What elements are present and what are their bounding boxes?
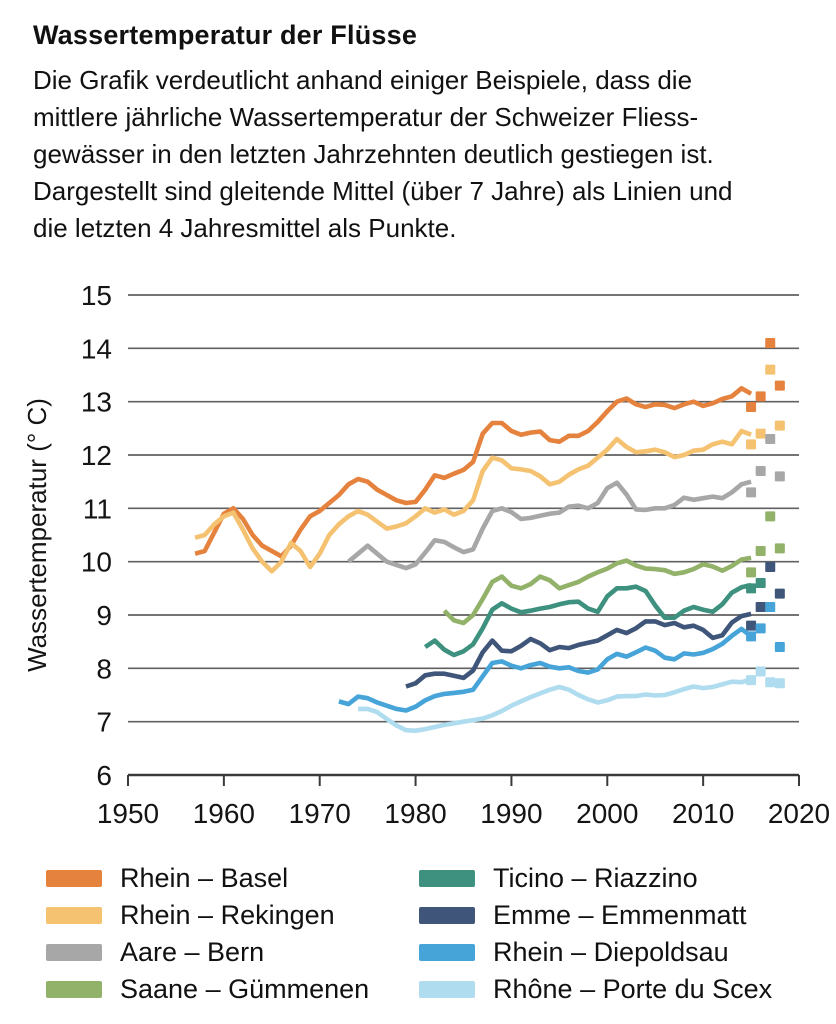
y-tick-label-10: 10 <box>80 546 112 578</box>
dot-ticino-riazzino-2015 <box>746 583 756 593</box>
legend-item-ticino-riazzino <box>419 863 816 894</box>
y-tick-label-8: 8 <box>96 653 112 685</box>
dot-saane-guemmenen-2015 <box>746 567 756 577</box>
dot-rhein-basel-2016 <box>756 391 766 401</box>
chart-legend <box>46 860 816 1008</box>
x-tick-label-1990: 1990 <box>480 798 543 829</box>
legend-label-rhein-rekingen: Rhein – Rekingen <box>120 900 335 930</box>
series-line-aare-bern <box>349 482 752 568</box>
y-tick-label-12: 12 <box>80 440 112 471</box>
dot-aare-bern-2016 <box>756 466 766 476</box>
legend-label-rhein-diepoldsau: Rhein – Diepoldsau <box>493 937 729 967</box>
dot-rhein-diepoldsau-2016 <box>756 623 766 633</box>
series-line-emme-emmenmatt <box>406 614 751 687</box>
legend-item-emme-emmenmatt <box>419 900 816 931</box>
x-tick-label-1970: 1970 <box>288 798 351 829</box>
dot-rhein-diepoldsau-2018 <box>775 642 785 652</box>
dot-rhone-porte-du-scex-2016 <box>756 667 766 677</box>
dot-rhone-porte-du-scex-2017 <box>765 677 775 687</box>
dot-aare-bern-2017 <box>765 434 775 444</box>
legend-label-ticino-riazzino: Ticino – Riazzino <box>493 863 698 893</box>
dot-emme-emmenmatt-2015 <box>746 621 756 631</box>
legend-swatch-rhone-porte-du-scex <box>419 981 475 998</box>
y-tick-label-11: 11 <box>82 493 112 525</box>
legend-item-aare-bern <box>46 937 419 968</box>
page-title: Wassertemperatur der Flüsse <box>33 20 418 50</box>
x-tick-label-1980: 1980 <box>384 798 447 829</box>
dot-rhein-diepoldsau-2015 <box>746 631 756 641</box>
y-tick-label-13: 13 <box>80 386 112 418</box>
y-tick-label-7: 7 <box>96 706 112 738</box>
x-tick-label-2010: 2010 <box>671 798 735 829</box>
legend-item-rhein-diepoldsau <box>419 937 816 968</box>
legend-item-rhein-rekingen <box>46 900 419 931</box>
dot-aare-bern-2018 <box>775 471 785 481</box>
x-tick-label-2000: 2000 <box>576 798 639 829</box>
x-tick-label-2020: 2020 <box>767 798 831 829</box>
legend-swatch-emme-emmenmatt <box>419 907 475 924</box>
dot-rhone-porte-du-scex-2015 <box>746 675 756 685</box>
legend-swatch-rhein-diepoldsau <box>419 944 475 961</box>
y-axis-title: Wassertemperatur (° C) <box>22 398 52 672</box>
dot-emme-emmenmatt-2018 <box>775 589 785 599</box>
dot-emme-emmenmatt-2017 <box>765 562 775 572</box>
legend-swatch-aare-bern <box>46 944 102 961</box>
dot-ticino-riazzino-2016 <box>756 578 766 588</box>
legend-item-rhein-basel <box>46 863 419 894</box>
y-tick-label-15: 15 <box>80 280 112 311</box>
dot-rhein-rekingen-2018 <box>775 421 785 431</box>
dot-rhein-rekingen-2015 <box>746 439 756 449</box>
legend-label-aare-bern: Aare – Bern <box>120 937 265 967</box>
legend-item-rhone-porte-du-scex <box>419 974 816 1005</box>
dot-saane-guemmenen-2017 <box>765 511 775 521</box>
dot-rhein-diepoldsau-2017 <box>765 602 775 612</box>
legend-swatch-rhein-basel <box>46 870 102 887</box>
dot-rhone-porte-du-scex-2018 <box>775 678 785 688</box>
legend-item-saane-guemmenen <box>46 974 419 1005</box>
dot-rhein-rekingen-2016 <box>756 429 766 439</box>
legend-label-rhein-basel: Rhein – Basel <box>120 863 289 893</box>
legend-swatch-ticino-riazzino <box>419 870 475 887</box>
series-line-rhein-basel <box>195 388 751 556</box>
y-tick-label-9: 9 <box>96 600 112 631</box>
series-line-rhein-diepoldsau <box>339 629 751 711</box>
x-tick-label-1960: 1960 <box>192 798 256 829</box>
legend-label-emme-emmenmatt: Emme – Emmenmatt <box>493 900 747 930</box>
y-tick-label-6: 6 <box>96 760 112 791</box>
dot-aare-bern-2015 <box>746 487 756 497</box>
chart-description: Die Grafik verdeutlicht anhand einiger Beispiele, dass die mittlere jährliche Wassertemperatur der Schweizer Fliess- gewässer in den letzten Jahrzehnten deutlich gestiegen ist. Dargestellt sind gleitende Mittel (über 7 Jahre) als Linien und die letzten 4 Jahresmittel als Punkte. <box>33 65 733 243</box>
legend-label-rhone-porte-du-scex: Rhône – Porte du Scex <box>493 974 773 1004</box>
dot-rhein-basel-2018 <box>775 381 785 391</box>
legend-label-saane-guemmenen: Saane – Gümmenen <box>120 974 370 1004</box>
dot-rhein-basel-2015 <box>746 402 756 412</box>
dot-saane-guemmenen-2016 <box>756 546 766 556</box>
legend-swatch-saane-guemmenen <box>46 981 102 998</box>
legend-swatch-rhein-rekingen <box>46 907 102 924</box>
dot-rhein-basel-2017 <box>765 338 775 348</box>
dot-rhein-rekingen-2017 <box>765 365 775 375</box>
dot-emme-emmenmatt-2016 <box>756 602 766 612</box>
y-tick-label-14: 14 <box>80 333 112 365</box>
x-tick-label-1950: 1950 <box>96 798 160 829</box>
dot-saane-guemmenen-2018 <box>775 543 785 553</box>
